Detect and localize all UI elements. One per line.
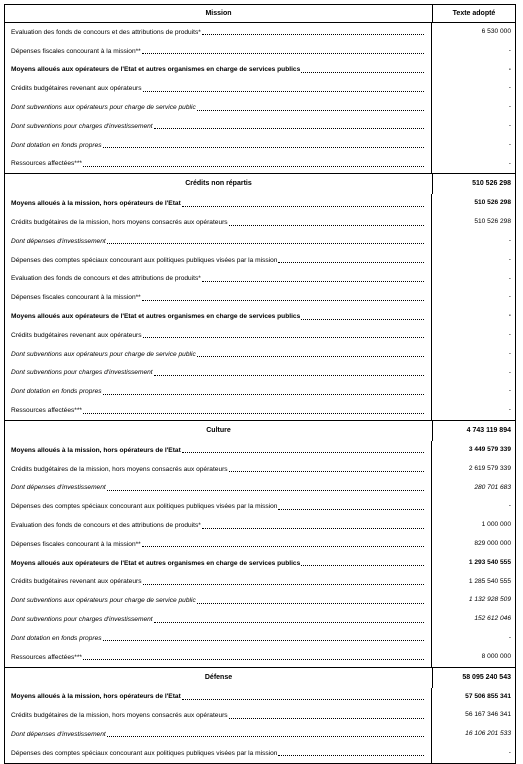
dot-leader: [278, 257, 424, 263]
table-body: [5, 23, 515, 763]
row-value: 56 167 346 341: [465, 711, 511, 719]
dot-leader: [229, 713, 424, 719]
row-label: Dépenses des comptes spéciaux concourant aux politiques publiques visées par la mission: [11, 503, 278, 511]
row-label: Dont dépenses d'investissement: [11, 730, 106, 738]
row-label: Crédits budgétaires de la mission, hors moyens consacrés aux opérateurs: [11, 219, 228, 227]
dot-leader: [154, 370, 424, 376]
table-row: [5, 648, 515, 667]
row-value: -: [508, 633, 511, 641]
row-label: Dépenses des comptes spéciaux concourant aux politiques publiques visées par la mission: [11, 749, 278, 757]
dot-leader: [107, 238, 424, 244]
section-title-row: [5, 174, 515, 194]
row-label-cell: [5, 554, 432, 573]
row-label: Moyens alloués à la mission, hors opérateurs de l'Etat: [11, 446, 181, 454]
dot-leader: [103, 389, 424, 395]
table-row: [5, 479, 515, 498]
row-value: -: [508, 293, 511, 301]
row-label-cell: [5, 155, 432, 174]
row-label-cell: [5, 251, 432, 270]
dot-leader: [154, 123, 424, 129]
row-label-cell: [5, 401, 432, 420]
dot-leader: [142, 48, 424, 54]
row-value: 510 526 298: [474, 218, 511, 226]
section-total: 4 743 119 894: [466, 426, 511, 434]
table-row: [5, 535, 515, 554]
table-row: [5, 79, 515, 98]
row-label-cell: [5, 288, 432, 307]
row-value: -: [508, 349, 511, 357]
budget-table: [4, 4, 516, 764]
section-title: Défense: [5, 668, 433, 688]
row-label-cell: [5, 194, 432, 213]
dot-leader: [202, 276, 424, 282]
dot-leader: [83, 654, 424, 660]
row-label: Moyens alloués à la mission, hors opérateurs de l'Etat: [11, 693, 181, 701]
table-row: [5, 706, 515, 725]
row-value: -: [508, 368, 511, 376]
row-label-cell: [5, 213, 432, 232]
row-label-cell: [5, 364, 432, 383]
row-label-cell: [5, 706, 432, 725]
row-value: 6 530 000: [481, 28, 511, 35]
row-label-cell: [5, 382, 432, 401]
row-label: Moyens alloués à la mission, hors opérateurs de l'Etat: [11, 200, 181, 208]
section-title-row: [5, 421, 515, 441]
dot-leader: [107, 731, 424, 737]
row-label-cell: [5, 23, 432, 42]
table-row: [5, 364, 515, 383]
dot-leader: [143, 86, 425, 92]
row-value: -: [508, 387, 511, 395]
table-row: [5, 98, 515, 117]
table-row: [5, 441, 515, 460]
dot-leader: [229, 466, 424, 472]
table-row: [5, 401, 515, 420]
row-label: Ressources affectées***: [11, 407, 82, 415]
row-label: Ressources affectées***: [11, 160, 82, 168]
dot-leader: [143, 332, 425, 338]
row-label-cell: [5, 79, 432, 98]
dot-leader: [278, 750, 424, 756]
section: [5, 421, 515, 668]
row-label: Dont subventions pour charges d'investissement: [11, 122, 153, 130]
row-value: 152 612 046: [474, 615, 511, 623]
row-value: 2 619 579 339: [468, 464, 511, 472]
table-row: [5, 573, 515, 592]
dot-leader: [182, 201, 424, 207]
row-label-cell: [5, 591, 432, 610]
dot-leader: [197, 351, 424, 357]
row-label: Moyens alloués aux opérateurs de l'Etat et autres organismes en charge de services publics: [11, 559, 301, 567]
table-row: [5, 288, 515, 307]
table-row: [5, 23, 515, 42]
row-label-cell: [5, 232, 432, 251]
row-label: Crédits budgétaires revenant aux opérateurs: [11, 85, 142, 93]
header-value: Texte adopté: [452, 10, 496, 17]
row-value: 1 293 540 555: [468, 558, 511, 566]
row-value: -: [508, 312, 511, 320]
row-value: -: [508, 748, 511, 756]
row-value: -: [508, 159, 511, 167]
section-total: 58 095 240 543: [462, 673, 511, 681]
row-value: -: [508, 65, 511, 73]
section: [5, 23, 515, 174]
table-row: [5, 744, 515, 763]
row-label: Dont dotation en fonds propres: [11, 634, 102, 642]
row-label: Dont subventions aux opérateurs pour charge de service public: [11, 104, 196, 112]
row-value: 280 701 683: [474, 483, 511, 491]
row-label: Evaluation des fonds de concours et des attributions de produits*: [11, 275, 201, 283]
row-label: Crédits budgétaires de la mission, hors moyens consacrés aux opérateurs: [11, 465, 228, 473]
row-value: 1 132 928 509: [468, 596, 511, 604]
row-label: Dont subventions aux opérateurs pour charge de service public: [11, 597, 196, 605]
row-label: Dont subventions pour charges d'investissement: [11, 616, 153, 623]
table-row: [5, 117, 515, 136]
row-value: -: [508, 140, 511, 148]
row-value: 829 000 000: [474, 539, 511, 547]
row-value: 510 526 298: [474, 199, 511, 207]
table-row: [5, 610, 515, 629]
row-label: Dont subventions aux opérateurs pour charge de service public: [11, 350, 196, 358]
section: [5, 174, 515, 421]
row-value: -: [508, 84, 511, 92]
table-row: [5, 591, 515, 610]
row-label-cell: [5, 725, 432, 744]
section-title-row: [5, 668, 515, 688]
row-label-cell: [5, 270, 432, 289]
row-label: Dépenses fiscales concourant à la mission**: [11, 47, 141, 55]
row-label: Dépenses fiscales concourant à la mission**: [11, 294, 141, 302]
row-label-cell: [5, 345, 432, 364]
dot-leader: [301, 67, 424, 73]
row-label-cell: [5, 42, 432, 61]
row-label-cell: [5, 535, 432, 554]
dot-leader: [197, 105, 424, 111]
row-value: 57 506 855 341: [465, 692, 511, 700]
table-row: [5, 460, 515, 479]
dot-leader: [202, 523, 424, 529]
row-label: Dont dépenses d'investissement: [11, 237, 106, 245]
dot-leader: [103, 635, 424, 641]
row-label-cell: [5, 629, 432, 648]
row-value: 16 106 201 533: [465, 730, 511, 738]
dot-leader: [142, 295, 424, 301]
row-label-cell: [5, 98, 432, 117]
table-row: [5, 307, 515, 326]
dot-leader: [103, 142, 424, 148]
row-label-cell: [5, 648, 432, 667]
row-label: Moyens alloués aux opérateurs de l'Etat et autres organismes en charge de services publics: [11, 66, 301, 74]
section: [5, 668, 515, 763]
table-row: [5, 251, 515, 270]
row-value: 1 285 540 555: [468, 577, 511, 585]
row-label-cell: [5, 516, 432, 535]
row-label-cell: [5, 744, 432, 763]
dot-leader: [202, 29, 424, 35]
row-value: -: [508, 103, 511, 111]
dot-leader: [197, 598, 424, 604]
table-row: [5, 688, 515, 707]
table-row: [5, 213, 515, 232]
row-value: -: [508, 121, 511, 129]
dot-leader: [83, 408, 424, 414]
row-label-cell: [5, 479, 432, 498]
row-label: Dont dotation en fonds propres: [11, 141, 102, 149]
row-label: Dont dotation en fonds propres: [11, 388, 102, 396]
table-row: [5, 554, 515, 573]
row-label-cell: [5, 307, 432, 326]
row-value: -: [508, 330, 511, 338]
table-row: [5, 345, 515, 364]
header-mission: Mission: [5, 5, 433, 22]
row-label: Dépenses des comptes spéciaux concourant aux politiques publiques visées par la mission: [11, 256, 278, 264]
dot-leader: [107, 485, 424, 491]
table-header: [5, 5, 515, 23]
row-value: -: [508, 406, 511, 414]
table-row: [5, 629, 515, 648]
row-label-cell: [5, 117, 432, 136]
row-label-cell: [5, 610, 432, 629]
dot-leader: [278, 504, 424, 510]
row-value: -: [508, 46, 511, 54]
dot-leader: [182, 447, 424, 453]
row-value: 1 000 000: [481, 521, 511, 529]
dot-leader: [143, 579, 425, 585]
table-row: [5, 194, 515, 213]
table-row: [5, 61, 515, 80]
dot-leader: [301, 560, 424, 566]
row-label-cell: [5, 497, 432, 516]
row-label: Crédits budgétaires revenant aux opérateurs: [11, 331, 142, 339]
row-label-cell: [5, 61, 432, 80]
row-label: Ressources affectées***: [11, 653, 82, 661]
row-label-cell: [5, 688, 432, 707]
row-label: Moyens alloués aux opérateurs de l'Etat et autres organismes en charge de services publics: [11, 313, 301, 321]
row-label: Evaluation des fonds de concours et des attributions de produits*: [11, 28, 201, 36]
table-row: [5, 42, 515, 61]
table-row: [5, 232, 515, 251]
dot-leader: [83, 161, 424, 167]
section-total: 510 526 298: [472, 180, 511, 188]
row-label: Crédits budgétaires de la mission, hors moyens consacrés aux opérateurs: [11, 712, 228, 720]
row-label: Evaluation des fonds de concours et des attributions de produits*: [11, 522, 201, 530]
row-label-cell: [5, 326, 432, 345]
row-label: Crédits budgétaires revenant aux opérateurs: [11, 578, 142, 586]
table-row: [5, 326, 515, 345]
row-label: Dont subventions pour charges d'investissement: [11, 369, 153, 377]
row-value: -: [508, 255, 511, 263]
table-row: [5, 270, 515, 289]
section-title: Crédits non répartis: [5, 174, 433, 194]
table-row: [5, 725, 515, 744]
row-label-cell: [5, 441, 432, 460]
table-row: [5, 136, 515, 155]
row-label-cell: [5, 136, 432, 155]
dot-leader: [142, 541, 424, 547]
table-row: [5, 155, 515, 174]
row-label: Dépenses fiscales concourant à la mission**: [11, 540, 141, 548]
dot-leader: [301, 314, 424, 320]
row-value: -: [508, 236, 511, 244]
table-row: [5, 497, 515, 516]
dot-leader: [154, 617, 424, 623]
row-label-cell: [5, 460, 432, 479]
row-label-cell: [5, 573, 432, 592]
dot-leader: [229, 220, 424, 226]
row-label: Dont dépenses d'investissement: [11, 484, 106, 492]
section-title: Culture: [5, 421, 433, 441]
row-value: -: [508, 274, 511, 282]
table-row: [5, 382, 515, 401]
row-value: -: [508, 502, 511, 510]
dot-leader: [182, 694, 424, 700]
row-value: 8 000 000: [481, 652, 511, 660]
table-row: [5, 516, 515, 535]
row-value: 3 449 579 339: [468, 445, 511, 453]
